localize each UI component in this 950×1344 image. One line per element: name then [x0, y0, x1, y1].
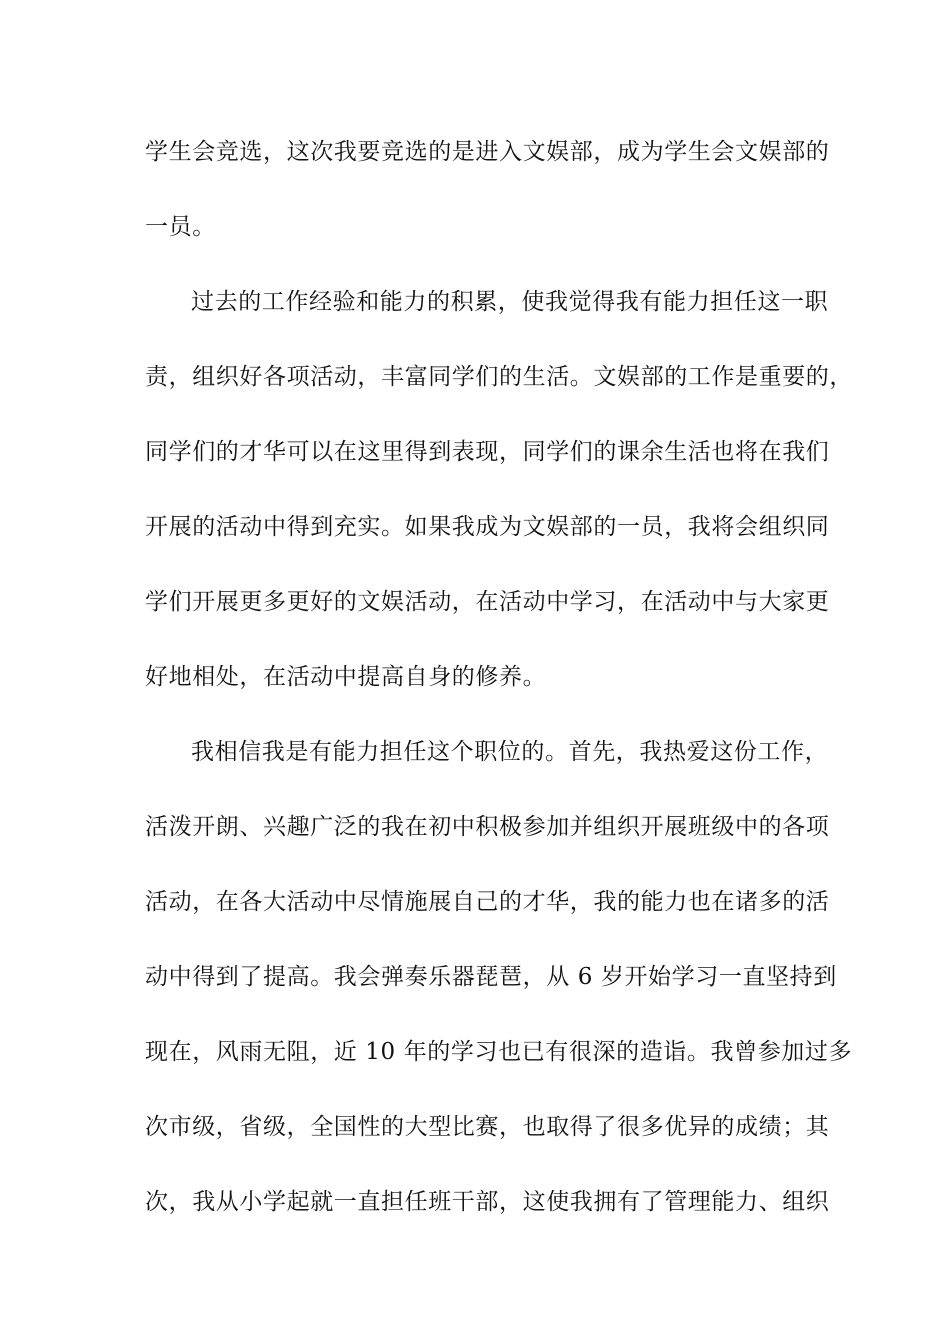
paragraph-start-line-9: 我相信我是有能力担任这个职位的。首先，我热爱这份工作，	[191, 739, 829, 765]
paragraph-start-line-3: 过去的工作经验和能力的积累，使我觉得我有能力担任这一职	[191, 289, 829, 315]
text-line-5: 同学们的才华可以在这里得到表现，同学们的课余生活也将在我们	[145, 439, 830, 465]
text-line-7: 学们开展更多更好的文娱活动，在活动中学习，在活动中与大家更	[145, 589, 830, 615]
text-line-12: 动中得到了提高。我会弹奏乐器琵琶，从 6 岁开始学习一直坚持到	[145, 964, 837, 990]
text-line-11: 活动，在各大活动中尽情施展自己的才华，我的能力也在诸多的活	[145, 889, 830, 915]
text-line-2: 一员。	[145, 214, 216, 240]
text-line-14: 次市级，省级，全国性的大型比赛，也取得了很多优异的成绩；其	[145, 1114, 830, 1140]
text-line-4: 责，组织好各项活动，丰富同学们的生活。文娱部的工作是重要的，	[145, 364, 853, 390]
text-line-1: 学生会竞选，这次我要竞选的是进入文娱部，成为学生会文娱部的	[145, 139, 830, 165]
text-line-8: 好地相处，在活动中提高自身的修养。	[145, 664, 547, 690]
text-line-10: 活泼开朗、兴趣广泛的我在初中积极参加并组织开展班级中的各项	[145, 814, 830, 840]
text-line-6: 开展的活动中得到充实。如果我成为文娱部的一员，我将会组织同	[145, 514, 830, 540]
text-line-13: 现在，风雨无阻，近 10 年的学习也已有很深的造诣。我曾参加过多	[145, 1039, 853, 1065]
text-line-15: 次，我从小学起就一直担任班干部，这使我拥有了管理能力、组织	[145, 1189, 830, 1215]
